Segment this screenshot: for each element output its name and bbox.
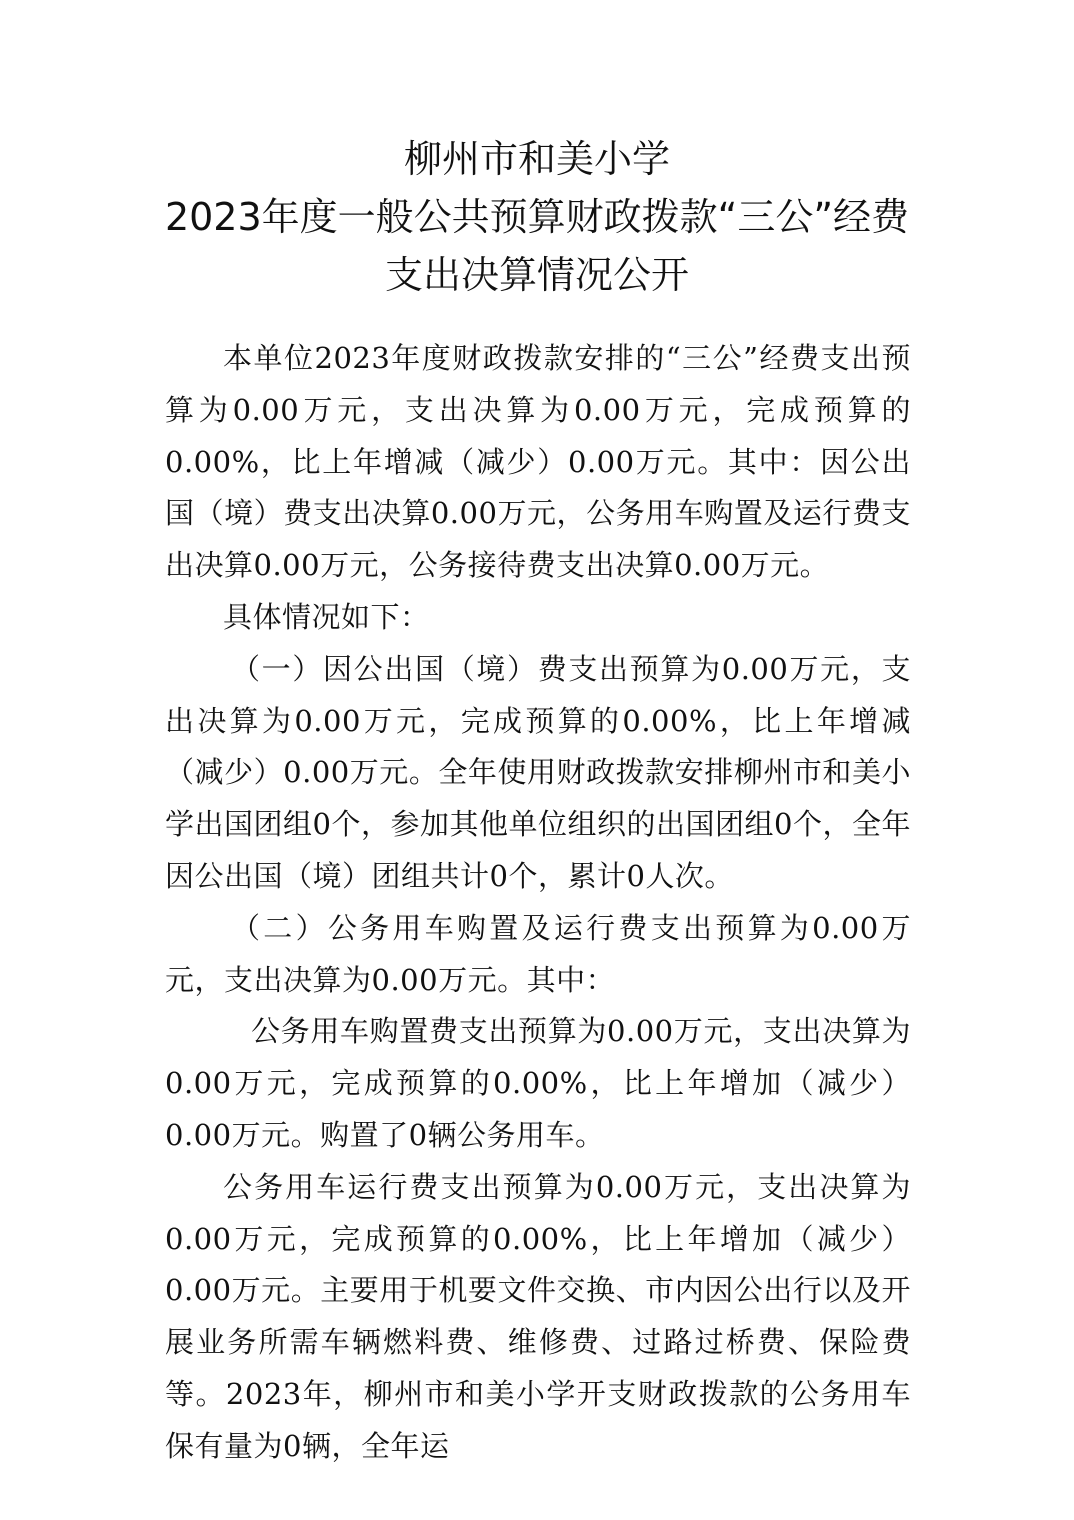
- paragraph-vehicle-total: （二）公务用车购置及运行费支出预算为0.00万元，支出决算为0.00万元。其中：: [165, 910, 911, 997]
- title-line-disclosure: 支出决算情况公开: [384, 253, 689, 297]
- paragraph-summary: 本单位2023年度财政拨款安排的“三公”经费支出预算为0.00万元，支出决算为0.00万元，完成预算的0.00%，比上年增减（减少）0.00万元。其中：因公出国（境）费支出决算0.00万元，公务用车购置及运行费支出决算0.00万元，公务接待费支出决算0.00万元。: [165, 341, 911, 583]
- paragraph-vehicle-purchase: 公务用车购置费支出预算为0.00万元，支出决算为0.00万元，完成预算的0.00%，比上年增加（减少）0.00万元。购置了0辆公务用车。: [165, 1014, 911, 1152]
- title-line-school: 柳州市和美小学: [403, 137, 670, 181]
- document-body: [165, 333, 911, 1473]
- paragraph-vehicle-operation: 公务用车运行费支出预算为0.00万元，支出决算为0.00万元，完成预算的0.00%，比上年增加（减少）0.00万元。主要用于机要文件交换、市内因公出行以及开展业务所需车辆燃料费、维修费、过路过桥费、保险费等。2023年，柳州市和美小学开支财政拨款的公务用车保有量为0辆，全年运: [165, 1169, 911, 1463]
- document-title: [130, 130, 944, 304]
- title-line-subject: 2023年度一般公共预算财政拨款“三公”经费: [164, 195, 910, 239]
- paragraph-overseas-travel: （一）因公出国（境）费支出预算为0.00万元，支出决算为0.00万元，完成预算的0.00%，比上年增减（减少）0.00万元。全年使用财政拨款安排柳州市和美小学出国团组0个，参加其他单位组织的出国团组0个，全年因公出国（境）团组共计0个，累计0人次。: [165, 651, 911, 893]
- paragraph-details-intro: 具体情况如下：: [223, 599, 430, 634]
